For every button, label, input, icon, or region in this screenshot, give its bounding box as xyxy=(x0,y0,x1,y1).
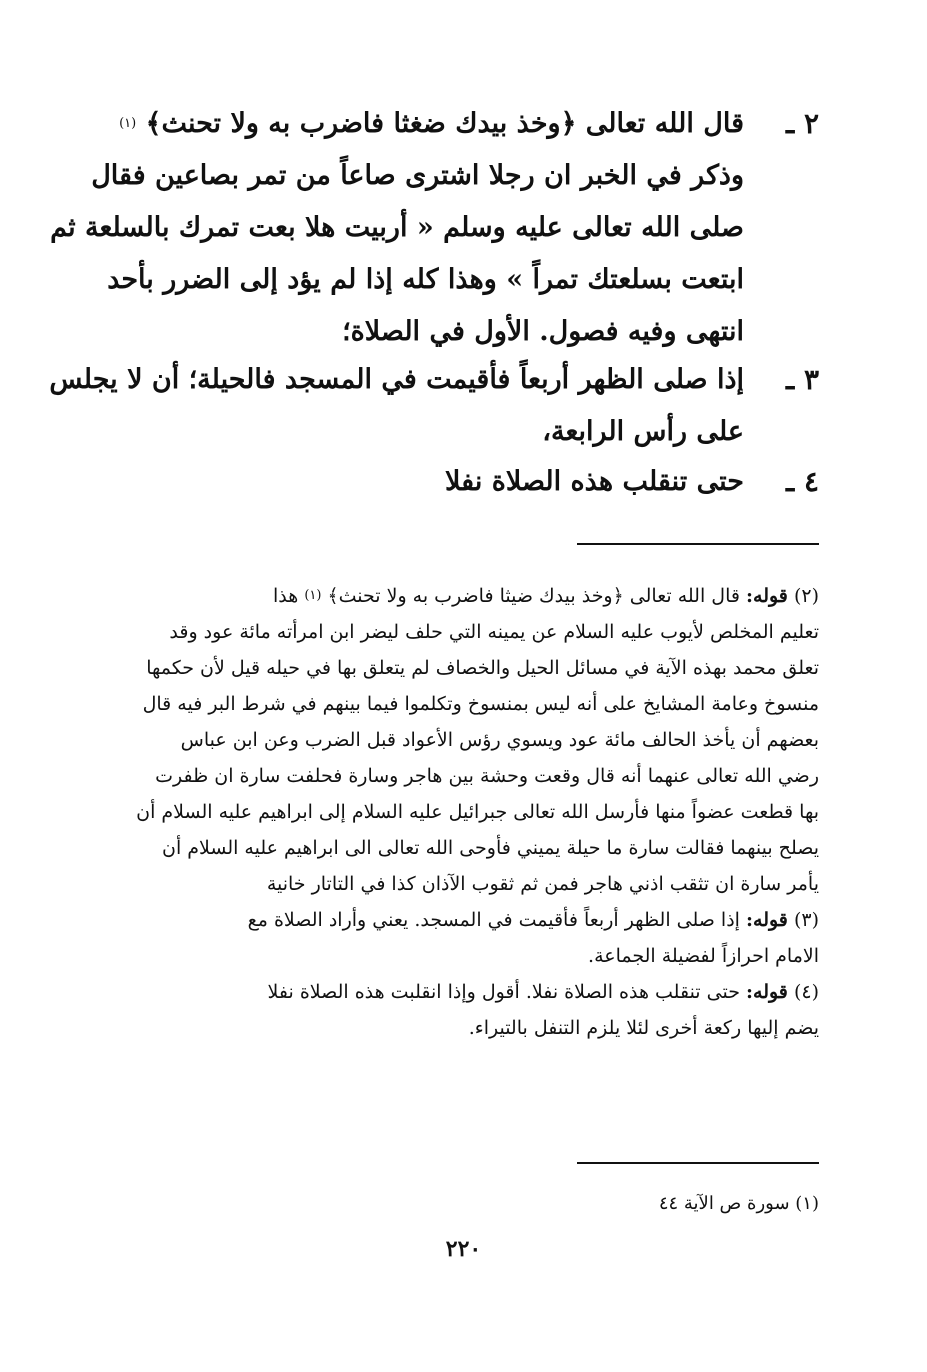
item-text xyxy=(49,354,744,458)
commentary-line: يصلح بينهما فقالت سارة ما حيلة يميني فأوحى الله تعالى الى ابراهيم عليه السلام أن xyxy=(162,837,819,859)
item-line: صلى الله تعالى عليه وسلم « أربيت هلا بعت تمرك بالسلعة ثم xyxy=(50,212,744,243)
commentary-line: بها قطعت عضواً منها فأرسل الله تعالى جبرائيل عليه السلام إلى ابراهيم عليه السلام أن xyxy=(136,801,819,823)
commentary-line: رضي الله تعالى عنهما أنه قال وقعت وحشة بين هاجر وسارة فحلفت سارة ان ظفرت xyxy=(155,765,819,787)
qawluh-label: قوله: xyxy=(746,981,788,1003)
item-line: حتى تنقلب هذه الصلاة نفلا xyxy=(445,466,744,497)
item-line: انتهى وفيه فصول. الأول في الصلاة؛ xyxy=(342,316,744,347)
footnote-marker[interactable]: (١) xyxy=(304,588,322,603)
commentary-line: بعضهم أن يأخذ الحالف مائة عود ويسوي رؤس الأعواد قبل الضرب وعن ابن عباس xyxy=(180,729,819,751)
footnote-marker[interactable]: (١) xyxy=(119,116,137,131)
item-line: على رأس الرابعة، xyxy=(542,416,744,447)
item-line: إذا صلى الظهر أربعاً فأقيمت في المسجد فالحيلة؛ أن لا يجلس xyxy=(49,364,744,395)
footnote-rule xyxy=(577,1162,819,1164)
qawluh-label: قوله: xyxy=(746,909,788,931)
footnote-text: سورة ص الآية ٤٤ xyxy=(658,1193,790,1214)
note-number: (٤) xyxy=(793,981,819,1003)
item-text xyxy=(50,98,744,358)
commentary-line: (٢) قوله: قال الله تعالى ﴿وخذ بيدك ضيثا فاضرب به ولا تحنث﴾ $^{(١)}$ هذا xyxy=(272,585,819,607)
commentary-line: منسوخ وعامة المشايخ على أنه ليس بمنسوخ وتكلموا فيما بينهم في شرط البر فيه قال xyxy=(142,693,819,715)
item-line: قال الله تعالى ﴿وخذ بيدك ضغثا فاضرب به ولا تحنث﴾ $^{(١)}$ xyxy=(119,108,744,139)
item-text xyxy=(445,456,744,508)
page-number: ٢٢٠ xyxy=(445,1236,482,1262)
commentary-line: الامام احرازاً لفضيلة الجماعة. xyxy=(588,945,819,967)
commentary-line: يأمر سارة ان تثقب اذني هاجر فمن ثم ثقوب الآذان كذا في التاتار خانية xyxy=(266,873,819,895)
item-line: ابتعت بسلعتك تمراً » وهذا كله إذا لم يؤد إلى الضرر بأحد xyxy=(107,264,744,295)
commentary-line: (٣) قوله: إذا صلى الظهر أربعاً فأقيمت في المسجد. يعني وأراد الصلاة مع xyxy=(247,909,819,931)
item-number: ٤ ـ xyxy=(786,465,819,498)
item-line: وذكر في الخبر ان رجلا اشترى صاعاً من تمر بصاعين فقال xyxy=(91,160,744,191)
footnote xyxy=(659,1193,819,1214)
commentary-line: (٤) قوله: حتى تنقلب هذه الصلاة نفلا. أقول وإذا انقلبت هذه الصلاة نفلا xyxy=(267,981,819,1003)
item-number: ٣ ـ xyxy=(786,363,819,396)
note-number: (٣) xyxy=(793,909,819,931)
note-number: (٢) xyxy=(793,585,819,607)
item-number: ٢ ـ xyxy=(786,107,819,140)
commentary-line: يضم إليها ركعة أخرى لئلا يلزم التنفل بالتيراء. xyxy=(468,1017,819,1039)
qawluh-label: قوله: xyxy=(746,585,788,607)
commentary-line: تعليم المخلص لأيوب عليه السلام عن يمينه التي حلف ليضر ابن امرأته مائة عود وقد xyxy=(169,621,819,643)
footnote-number: (١) xyxy=(795,1193,819,1214)
separator-rule xyxy=(577,543,819,545)
commentary xyxy=(74,578,819,1046)
commentary-line: تعلق محمد بهذه الآية في مسائل الحيل والخصاف لم يتعلق بها في حيله قيل لأن حكمها xyxy=(146,657,819,679)
